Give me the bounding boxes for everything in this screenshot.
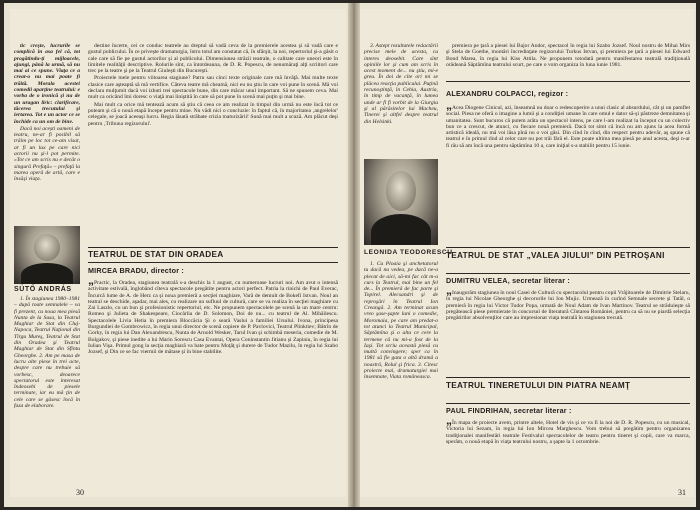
velea-block xyxy=(446,283,690,322)
rule-petrosani xyxy=(446,247,690,248)
right-col1-top-text: 3. Astept rezultatele redactării precise mele de acesta, cu interes deosebit. Care sînt opiniile lor şi cum am scris în acest moment de... nu ştiu, mi-e greu. În doi de cîte ori mi se plăcea reacţia publicului. Puţină recunoştinţă, în Cehia, Austria, în timp de vacanţă, în lumea unde ar fi fi vorbit de la Giurgiu şi al părăsitelor lui Macheu, Tinerei şi altfel despre teatrul din Helsinki. xyxy=(364,43,438,125)
magazine-spread xyxy=(4,3,696,507)
right-col1-bottom xyxy=(364,261,438,382)
left-col1-top xyxy=(14,43,80,184)
colpacci-block xyxy=(446,98,690,150)
left-col2-bottom xyxy=(88,273,338,357)
label-mircea-bradu: MIRCEA BRADU, director : xyxy=(88,266,184,275)
left-col2-top xyxy=(88,43,338,128)
colpacci-text: Acea Diogene Cinicul, azi, înseamnă nu doar o redescoperire a unui clasic al absurdului, cât şi un pamflet social. Piesa ne oferă o imagine a lumii şi a condiţiei umane în care omul e dator să-şi păstreze demnitatea şi umanitatea. Sunt bucuros că putem arăta un spectacol intens, pe care l-am realizat la început cu un colectiv bun ce a crescut, de atunci, cu fiecare nouă premieră. Dacă tot simt că încă nu am ajuns la acea formă artistică ideală, nu mă voi lăsa pînă nu o voi găsi. Din cînd în cînd, din respect pentru adevăr, aş spune că teatrul e în primul rînd al celor care nu pot trăi fără el. Este poate ultima mea piesă pe anul acesta, deşi n-ar fi rău să am încă una pentru săptămîna 10 a, care iniţial s-a stabilit pentru 15 iunie. xyxy=(446,105,690,149)
heading-teatrul-neamt: TEATRUL TINERETULUI DIN PIATRA NEAMŢ xyxy=(446,381,631,390)
director-paragraph xyxy=(88,273,338,356)
photo-caption-suto: SÜTŐ ANDRÁS xyxy=(14,286,72,293)
rule-neamt xyxy=(446,377,690,378)
photo-caption-teodorescu: LEONIDA TEODORESCU xyxy=(364,249,453,256)
right-col2-top-text: premiera pe ţară a piesei lui Bajor Andor, spectacol în regia lui Szabo Jozsef. Noul nostru de Mihai Mirs şi Stela de Goethe, montări încredinţate regizorului Turkus Istvan, şi premiera pe ţară a piesei lui Edward Bond Marea, în regia lui Kiss Attila. Ne propunem totodată pentru manifestarea teatrală tradiţională orădeană Săptămîna teatrului scurt, pe care o vom organiza în luna iunie 1981. xyxy=(446,43,690,68)
photo-leonida-teodorescu xyxy=(364,159,438,245)
heading-teatrul-petrosani: TEATRUL DE STAT „VALEA JIULUI” DIN PETROŞANI xyxy=(446,251,665,260)
left-col1-bottom xyxy=(14,296,80,410)
velea-text: Inaugurăm stagiunea în noul Casei de Cultură cu spectacolul pentru copii Vrăjitoarele de Dimitrie Stelaru, în regia lui Nicolae Gheorghe şi decorurile lui Ion Mujic. Urmează în curînd Semnale secrete şi Tatăl, o premieră în regia lui Victor Tudor Popa, urmată de Noul Adam de Ivan Martinov. Teatrul se străduieşte să pregătească piese premierate în concursul de literatură Cîntarea României, pentru ca să nu se piardă selecţia pregătirilor absolvenţilor care au impresionat viaţa teatrală în stagiunea trecută. xyxy=(446,290,690,322)
open-quote-mark-3: „ xyxy=(446,283,452,297)
rule-petrosani-mid xyxy=(446,273,690,274)
label-paul-findrihan: PAUL FINDRIHAN, secretar literar : xyxy=(446,406,572,415)
col1-top-text: tic creşte, lucrurile se complică în asa fel că, tot progătindu-ţi mijloacele, ajungi, până la urmă, să nu mai ai ce spune. Viaţa ce a creat-o nu mai poate fi trăită. Morala acestei comedii aparţine teatrului: e vorba de o ironică şi nu de un uragan liric: clarificare, tăcerea trecutului şi iertarea. Tot e un actor ce se închide ca un om de bine. xyxy=(14,43,80,125)
director-text: Practic, la Oradea, stagiunea teatrală s-a deschis la 1 august, cu numeroase lucruri noi. Am avut o intensă activitate estivală, înglobând cîteva spectacole pregătite pentru actori perfect. Patria la rinichi de Paul Everac, Încurcă lume de A. de Herz ca şi noua premieră a secţiei maghiare, Vară de demult de Bokefi Istvan. Noul an teatral se deschide, aşadar, mai ales, cu realizare un sufluul de cultură, care se va realiza în secţiei maghiare cu Zai Laszlo, cu un bun şi profesionistic repertoriul, etc. Ne propunem spectacolele pe scenă la un mare centru: Romeo şi Julieta de Shakespeare, Ciocârlia de D. Solomon, Doi de nu... cu teatrul de Al. Mihăilescu. Spectacolele Livia Hetia în premiera Bloccăcia Şi o seară Vaslui a familiei Ursului. Ivona, principesa Burgundiei de Gombrowicz, în regia unui director de scenă copiere de P. Pavlovici, Teatrul Plinktiev; Bătrîn de Gorky, în regia lui Dan Alexandrescu, Nunta de Arnold Wesker, Tarul Ivan şi schimbă meseria, comedie de M. Bulgakov, şi piese inedite a lui Marin Sorescu Casa Evantai, Opera Coninstantin Jitianu şi Zapiniu, în regia lui Iulian Vişa. Primul gong la secţia maghiară va bate pentru Moţăţ şi durere de Tudor Mazilu, în regia lui Szabo Jozsef, şi Din ce se fac viermii de mătase şi în bine stabilite. xyxy=(88,280,338,356)
rule-oradea-mid xyxy=(88,262,338,263)
col1-after-photo: 1. În stagiunea 1980–1981 – după toate semnalele – va fi prezent, cu noua mea piesă Nunta de la Susa, la Teatrul Maghiar de Stat din Cluj-Napoca, Teatrul Naţional din Tîrgu Mureş, Teatrul de Stat din Oradea şi Teatrul Maghiar de Stat din Sfîntu Gheorghe. 2. Am pe masa de lucru alte piese în trei acte, despre care nu trebuie să vorbesc, deoarece spectatorul este interesat îndeosebi de piesele terminate, iar eu mă ţin de cele care se găsesc încă în faza de elaborare. xyxy=(14,296,80,410)
right-col1-top xyxy=(364,43,438,126)
right-page xyxy=(360,9,694,497)
page-number-right: 31 xyxy=(678,488,686,497)
left-page xyxy=(10,9,346,497)
right-col1-after-photo: 1. Cu Ploaia şi anchetatorul tu dacă nu vedea, pe dacă ne-a plecat de aici, să-mi fac cât m-a curs la Teatrul, mai bine un fel de... În premieră de fac parte şi Topirel. Alecsandri şi de reproşări în Teatrul Ion Creangă. 2. Am terminat acum vreo şase-şapte luni o comedie, Moromaia, pe care am predat-o tot atunci la Teatrul Municipal, Săptămîna şi o alta ce cere la termene că nu mi-a fost de la Iaşi. Tot scriu această piesă cu multă convingere; sper ca în 1981 să fie gata o altă dramă a noastră, Rolul şi frica. 3. Citesc proiecte mai, dramaturgiei mai însemnate, Viata româneasca. xyxy=(364,261,438,381)
colpacci-paragraph xyxy=(446,98,690,149)
right-col2-top xyxy=(446,43,690,69)
findrihan-block xyxy=(446,413,690,446)
label-alexandru-colpacci: ALEXANDRU COLPACCI, regizor : xyxy=(446,89,569,98)
findrihan-paragraph xyxy=(446,413,690,445)
col1-quote: Dacă noi acești oameni de teatru, ne-ar fi posibil să trăim pe loc tot ce-am visat, ar fi un lux pe care nici actorii nu şi-l pot permite. «Tot ce am scris nu e decât o singură Prefaţă» – prefaţă la marea operă de artă, care e însăşi viaţa. xyxy=(14,125,80,183)
book-gutter xyxy=(348,3,360,507)
page-number-left: 30 xyxy=(76,488,84,497)
findrihan-text: În mapa de proiecte avem, printre altele, Hotel de vis şi ce va fi la noi de D. R. Popescu, cu un musical, Victoria lui Sezam, în regia lui Ion Mircea Marghescu. Vom trebui să pregătim pentru organizarea tradiţionalei manifestări teatrale Festivalul spectacolelor de teatru pentru tineret şi copii, care va marca, sperăm, o nouă etapă în viaţa teatrului nostru, a şapte la 1 octombrie. xyxy=(446,420,690,445)
heading-teatrul-oradea: TEATRUL DE STAT DIN ORADEA xyxy=(88,250,224,259)
open-quote-mark-2: „ xyxy=(446,98,452,112)
open-quote-mark: „ xyxy=(88,273,94,287)
col2-question: Proiectele mele pentru viitoarea stagiune? Patru sau cinci texte originale care mă învăţă. Mai multe texte clasice care aşteaptă să mă vertifice. Câteva teatre mă cheamă, nici eu nu ştiu în care voi pune în scenă. Mă voi declara mulţumit dacă voi izbuti trei spectacole bune, din care măcar unul important. Să ne spunem ceva. Mai mult ca oricând îmi doresc o viaţă mai liniştită în care să pot pune în scenă mai puţin şi mai bine. xyxy=(88,75,338,101)
rule-oradea-top xyxy=(88,247,338,248)
photo-suto-andras xyxy=(14,226,80,284)
rule-colpacci xyxy=(446,81,690,82)
velea-paragraph xyxy=(446,283,690,322)
col2-quote: Mai mult ca orice mă tentează acum să ştiu că ceea ce am realizat în timpul din urmă nu este încă tot ce puteam şi că o nouă etapă începe pentru mine. Nu vădi nici o concluzie: în faptul că, în majoritatea ‚angrelelor' celegale, se joacă aceeaşi lucru. Regia lăsată străbate crizia maturizării! Sună mai mult a scuză. Am plăcut deşi pentru ‚Tribuna regizorului'. xyxy=(88,101,338,127)
rule-neamt-mid xyxy=(446,403,690,404)
col2-top-text: destine încerte, cei ce conduc teatrele au dreptul să vadă ceva de la premierele acestea şi să vadă care e gustul publicului. În ce priveşte dramaturgia, întru totul am constatat că, în sfârşit, la noi, repertoriul şi-a găsit o cale care să fie pe gustul actorilor şi al publicului. Dimensiunea străzii teatrale, o calitate care uneori este în limitele realităţii descriptive. Rolurile sînt, ca întotdeauna, de D. R. Popescu, de nenumăraţi alţi scriitori care trec pe la teatre şi pe la Teatrul Giuleşti din Bucureşti. xyxy=(88,43,338,75)
open-quote-mark-4: „ xyxy=(446,413,452,427)
label-dumitru-velea: DUMITRU VELEA, secretar literar : xyxy=(446,276,571,285)
